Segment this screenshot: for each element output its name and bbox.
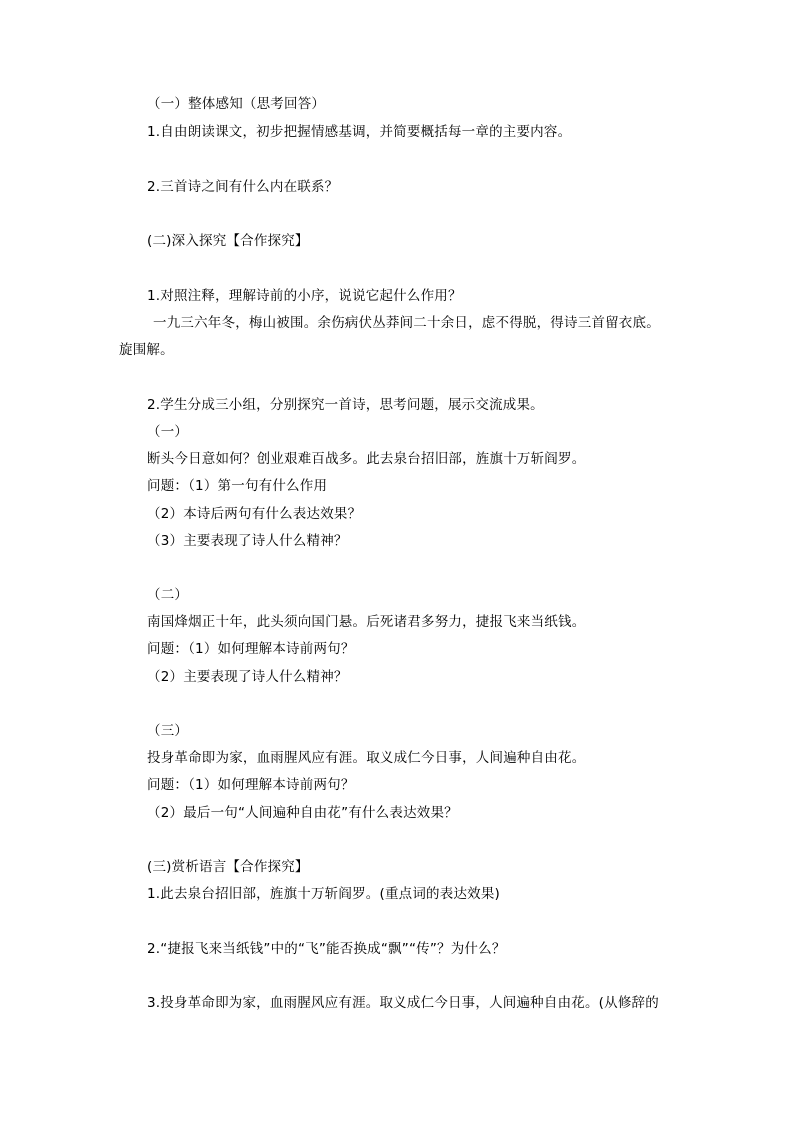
poem-3-question-2: （2）最后一句“人间遍种自由花”有什么表达效果？ bbox=[147, 805, 458, 821]
poem-2-label: （二） bbox=[147, 587, 189, 603]
poem-1-question-1: 问题：（1）第一句有什么作用 bbox=[147, 478, 328, 494]
poem-1-text: 断头今日意如何？创业艰难百战多。此去泉台招旧部，旌旗十万斩阎罗。 bbox=[147, 451, 586, 467]
section-3-heading: (三)赏析语言【合作探究】 bbox=[147, 859, 309, 875]
section-1-heading: （一）整体感知（思考回答） bbox=[147, 96, 326, 112]
poem-2-text: 南国烽烟正十年，此头须向国门悬。后死诸君多努力，捷报飞来当纸钱。 bbox=[147, 614, 586, 630]
section-3-question-1: 1.此去泉台招旧部，旌旗十万斩阎罗。(重点词的表达效果) bbox=[147, 886, 501, 902]
section-3-question-2: 2.“捷报飞来当纸钱”中的“飞”能否换成“飘”“传”？为什么？ bbox=[147, 941, 506, 957]
poem-1-label: （一） bbox=[147, 424, 189, 440]
preface-line-1: 一九三六年冬，梅山被围。余伤病伏丛莽间二十余日，虑不得脱，得诗三首留衣底。 bbox=[153, 315, 660, 331]
poem-1-question-3: （3）主要表现了诗人什么精神？ bbox=[147, 533, 348, 549]
poem-1-question-2: （2）本诗后两句有什么表达效果？ bbox=[147, 506, 362, 522]
poem-3-text: 投身革命即为家，血雨腥风应有涯。取义成仁今日事，人间遍种自由花。 bbox=[147, 750, 586, 766]
section-1-question-2: 2.三首诗之间有什么内在联系？ bbox=[147, 179, 339, 195]
poem-3-label: （三） bbox=[147, 723, 189, 739]
poem-2-question-2: （2）主要表现了诗人什么精神？ bbox=[147, 669, 348, 685]
poem-2-question-1: 问题：（1）如何理解本诗前两句？ bbox=[147, 641, 355, 657]
preface-line-2: 旋围解。 bbox=[119, 342, 174, 358]
section-2-question-1: 1.对照注释，理解诗前的小序，说说它起什么作用？ bbox=[147, 288, 462, 304]
section-3-question-3: 3.投身革命即为家，血雨腥风应有涯。取义成仁今日事，人间遍种自由花。(从修辞的 bbox=[147, 995, 659, 1011]
poem-3-question-1: 问题：（1）如何理解本诗前两句？ bbox=[147, 777, 355, 793]
section-2-heading: (二)深入探究【合作探究】 bbox=[147, 233, 309, 249]
section-2-question-2: 2.学生分成三小组，分别探究一首诗，思考问题，展示交流成果。 bbox=[147, 397, 544, 413]
section-1-question-1: 1.自由朗读课文，初步把握情感基调，并简要概括每一章的主要内容。 bbox=[147, 124, 572, 140]
